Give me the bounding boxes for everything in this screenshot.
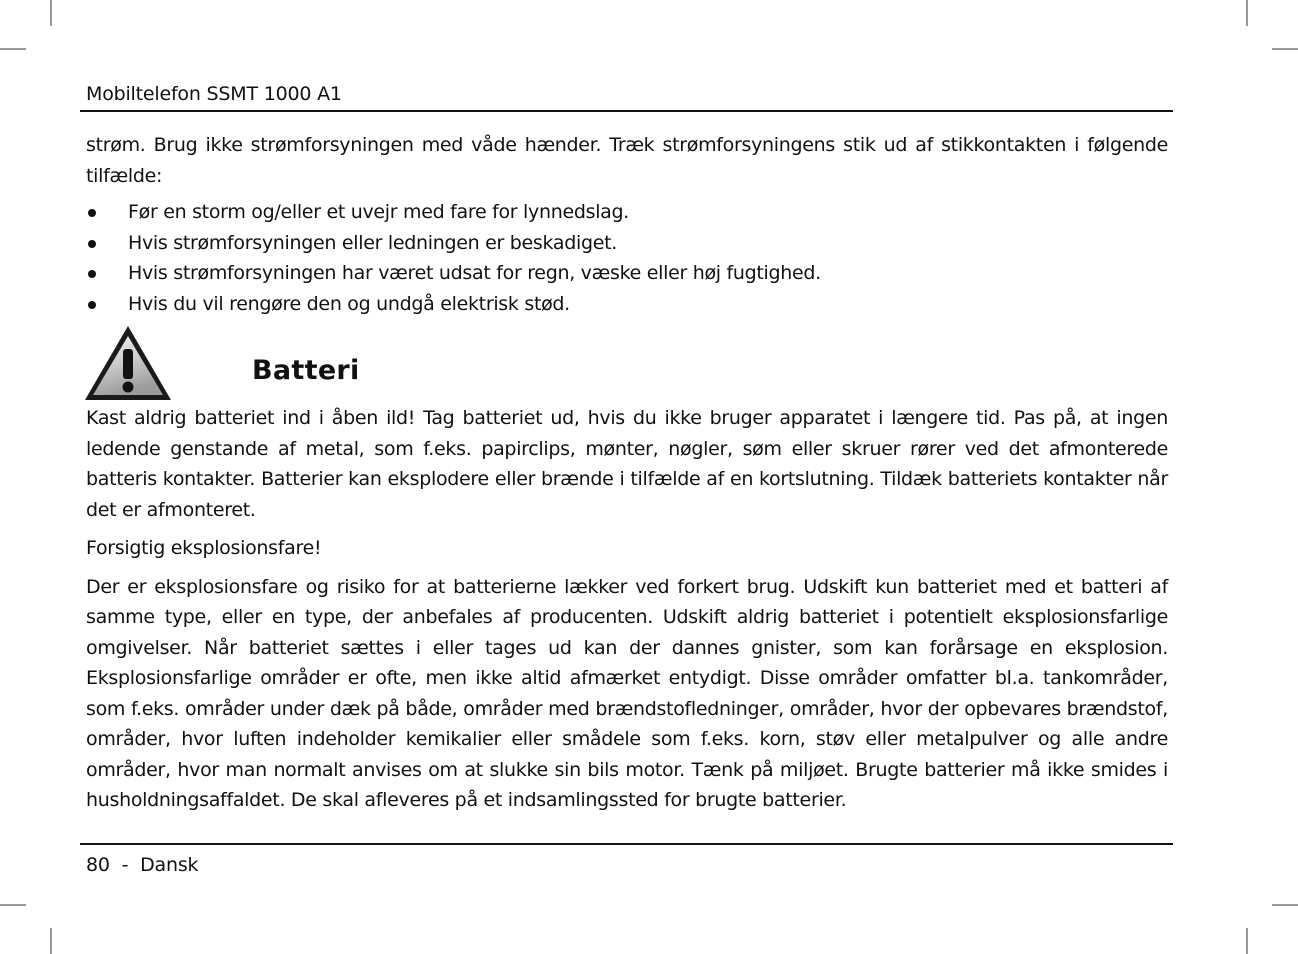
- bullet-list: [86, 197, 1168, 319]
- list-item: [86, 228, 1168, 259]
- page-header-title: Mobiltelefon SSMT 1000 A1: [86, 83, 342, 105]
- crop-mark-bottom-left-v: [50, 928, 52, 954]
- footer-language: Dansk: [140, 854, 199, 876]
- page-number: 80: [86, 854, 110, 876]
- footer-rule: [80, 843, 1173, 845]
- intro-paragraph: strøm. Brug ikke strømforsyningen med våde hænder. Træk strømforsyningens stik ud af stikkontakten i følgende tilfælde:: [86, 134, 1168, 187]
- crop-mark-top-right-h: [1272, 48, 1298, 50]
- crop-mark-bottom-right-v: [1246, 928, 1248, 954]
- battery-paragraph-1: Kast aldrig batteriet ind i åben ild! Tag batteriet ud, hvis du ikke bruger apparatet i længere tid. Pas på, at ingen ledende genstande af metal, som f.eks. papirclips, mønter, nøgler, søm eller skruer rører ved det afmonterede batteris kontakter. Batterier kan eksplodere eller brænde i tilfælde af en kortslutning. Tildæk batteriets kontakter når det er afmonteret.: [86, 407, 1168, 521]
- list-item: [86, 197, 1168, 228]
- battery-paragraph-2: Forsigtig eksplosionsfare!: [86, 537, 322, 559]
- section-heading: [86, 323, 1168, 403]
- section-title: Batteri: [252, 355, 360, 386]
- page-content: [86, 130, 1168, 816]
- page-footer: [86, 851, 198, 879]
- list-item: [86, 258, 1168, 289]
- bullet-icon: [88, 270, 96, 278]
- bullet-icon: [88, 209, 96, 217]
- crop-mark-top-left-h: [0, 48, 26, 50]
- list-item-text: Hvis strømforsyningen eller ledningen er beskadiget.: [128, 231, 617, 254]
- list-item-text: Hvis strømforsyningen har været udsat for regn, væske eller høj fugtighed.: [128, 262, 821, 284]
- list-item-text: Før en storm og/eller et uvejr med fare for lynnedslag.: [128, 201, 630, 223]
- footer-separator: -: [121, 854, 129, 876]
- list-item-text: Hvis du vil rengøre den og undgå elektrisk stød.: [128, 292, 570, 315]
- warning-triangle-icon: [82, 323, 174, 403]
- battery-paragraph-3: Der er eksplosionsfare og risiko for at batterierne lækker ved forkert brug. Udskift kun batteriet med et batteri af samme type, eller en type, der anbefales af producenten. Udskift aldrig batteriet i potentielt eksplosionsfarlige omgivelser. Når batteriet sættes i eller tages ud kan der dannes gnister, som kan forårsage en eksplosion. Eksplosionsfarlige områder er ofte, men ikke altid afmærket entydigt. Disse områder omfatter bl.a. tankområder, som f.eks. områder under dæk på både, områder med brændstofledninger, områder, hvor der opbevares brændstof, områder, hvor luften indeholder kemikalier eller smådele som f.eks. korn, støv eller metalpulver og alle andre områder, hvor man normalt anvises om at slukke sin bils motor. Tænk på miljøet. Brugte batterier må ikke smides i husholdningsaffaldet. De skal afleveres på et indsamlingssted for brugte batterier.: [86, 575, 1168, 811]
- bullet-icon: [88, 240, 96, 248]
- list-item: [86, 289, 1168, 320]
- crop-mark-top-right-v: [1246, 0, 1248, 26]
- header-rule: [80, 110, 1173, 112]
- crop-mark-bottom-right-h: [1272, 904, 1298, 906]
- crop-mark-top-left-v: [50, 0, 52, 26]
- crop-mark-bottom-left-h: [0, 904, 26, 906]
- bullet-icon: [88, 301, 96, 309]
